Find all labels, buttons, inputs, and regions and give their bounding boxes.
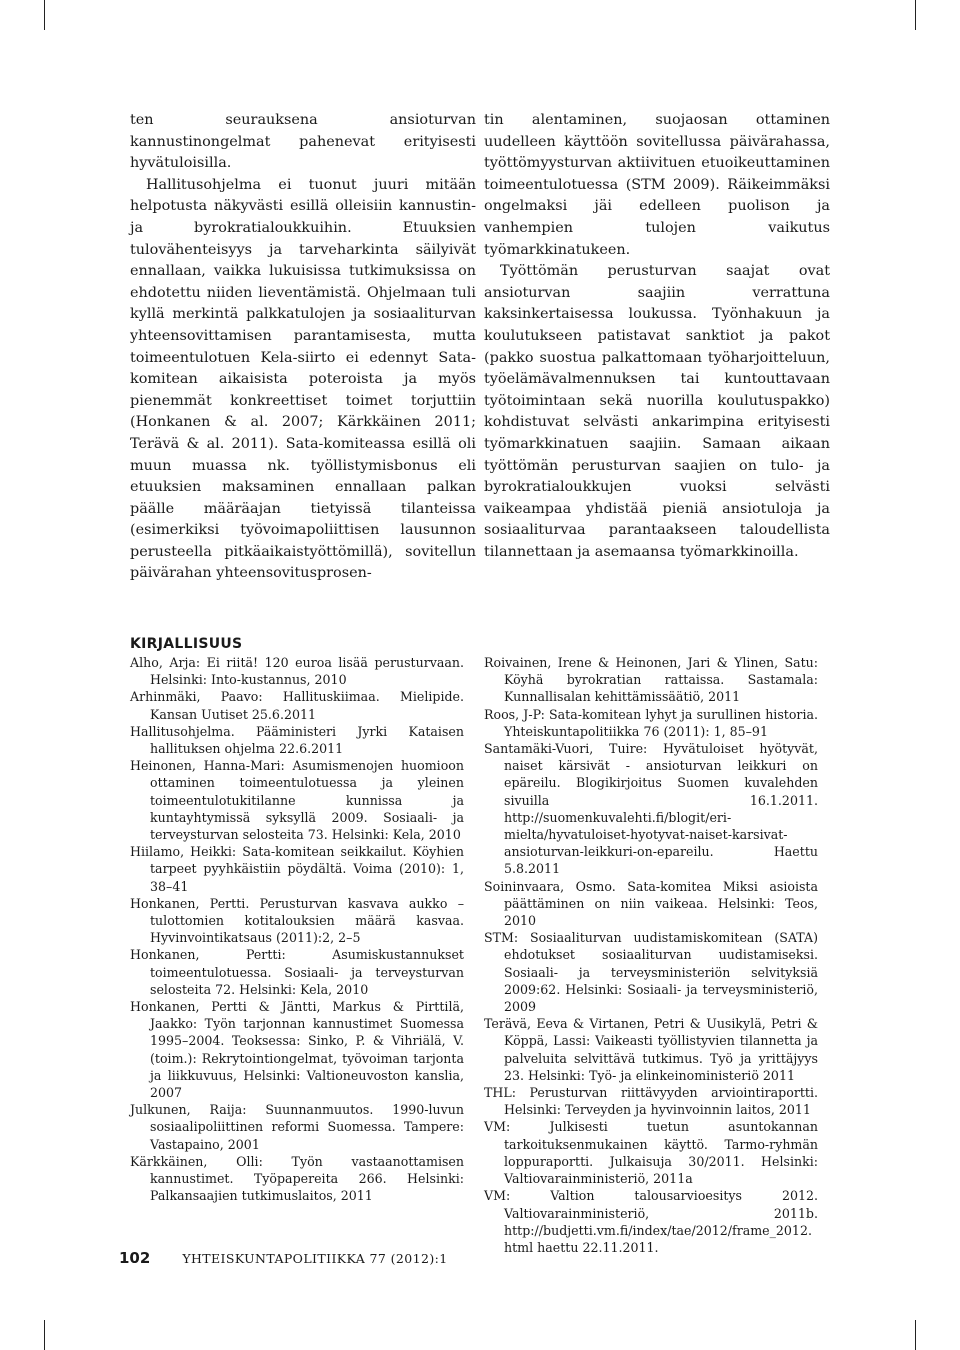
body-column-left bbox=[130, 110, 476, 585]
reference-entry: Kärkkäinen, Olli: Työn vastaanottamisen kannustimet. Työpapereita 266. Helsinki: Palkansaajien tutkimuslaitos, 2011 bbox=[130, 1153, 464, 1204]
body-paragraph: tin alentaminen, suojaosan ottaminen uudelleen käyttöön sovitellussa päivärahassa, työttömyysturvan aktiivituen etuoikeuttaminen toimeentulotuessa (STM 2009). Räikeimmäksi ongelmaksi jäi edelleen puolison ja vanhempien tulojen vaikutus työmarkkinatukeen. bbox=[484, 112, 830, 258]
reference-entry: VM: Valtion talousarvioesitys 2012. Valtiovarainministeriö, 2011b. http://budjetti.vm.fi/index/tae/2012/frame_2012.html haettu 22.11.2011. bbox=[484, 1188, 818, 1255]
crop-mark-bottom-left bbox=[44, 1320, 45, 1350]
reference-list-left bbox=[130, 654, 464, 1205]
crop-mark-bottom-right bbox=[915, 1320, 916, 1350]
reference-entry: Hiilamo, Heikki: Sata-komitean seikkailut. Köyhien tarpeet pyyhkäistiin pöydältä. Voima (2010): 1, 38–41 bbox=[130, 844, 464, 894]
reference-entry: STM: Sosiaaliturvan uudistamiskomitean (SATA) ehdotukset sosiaaliturvan uudistamiseksi. Sosiaali- ja terveysministeriön selvityksiä 2009:62. Helsinki: Sosiaali- ja terveysministeriö, 2009 bbox=[484, 930, 818, 1015]
page-number: 102 bbox=[119, 1249, 151, 1267]
reference-entry: Honkanen, Pertti & Jäntti, Markus & Pirttilä, Jaakko: Työn tarjonnan kannustimet Suomessa 1995–2004. Teoksessa: Sinko, P. & Vihriälä, V. (toim.): Rekrytointiongelmat, työvoiman tarjonta ja liikkuvuus, Helsinki: Valtioneuvoston kanslia, 2007 bbox=[130, 999, 464, 1101]
reference-entry: Honkanen, Pertti. Perusturvan kasvava aukko – tulottomien kotitalouksien määrä kasvaa. Hyvinvointikatsaus (2011):2, 2–5 bbox=[130, 895, 464, 946]
crop-mark-top-left bbox=[44, 0, 45, 30]
reference-entry: Santamäki-Vuori, Tuire: Hyvätuloiset hyötyvät, naiset kärsivät - ansioturvan leikkuri on epäreilu. Blogikirjoitus Suomen kuvalehden sivuilla 16.1.2011. http://suomenkuvalehti.fi/blogit/eri-mielta/hyvatuloiset-hyotyvat-naiset-karsivat-ansioturvan-leikkuri-on-epareilu. Haettu 5.8.2011 bbox=[484, 741, 818, 877]
crop-mark-top-right bbox=[915, 0, 916, 30]
reference-entry: Alho, Arja: Ei riitä! 120 euroa lisää perusturvaan. Helsinki: Into-kustannus, 2010 bbox=[130, 655, 464, 688]
reference-entry: Honkanen, Pertti: Asumiskustannukset toimeentulotuessa. Sosiaali- ja terveysturvan selosteita 72. Helsinki: Kela, 2010 bbox=[130, 947, 464, 997]
reference-entry: VM: Julkisesti tuetun asuntokannan tarkoituksenmukainen käyttö. Tarmo-ryhmän loppuraportti. Julkaisuja 30/2011. Helsinki: Valtiovarainministeriö, 2011a bbox=[484, 1119, 818, 1187]
journal-title: YHTEISKUNTAPOLITIIKKA 77 (2012):1 bbox=[182, 1251, 448, 1266]
reference-entry: Arhinmäki, Paavo: Hallituskiimaa. Mielipide. Kansan Uutiset 25.6.2011 bbox=[130, 689, 464, 722]
page-footer bbox=[119, 1249, 448, 1267]
reference-entry: Terävä, Eeva & Virtanen, Petri & Uusikylä, Petri & Köppä, Lassi: Vaikeasti työllistyvien tilannetta ja palveluita selvittävä tutkimus. Työ ja yrittäjyys 23. Helsinki: Työ- ja elinkeinoministeriö 2011 bbox=[484, 1016, 818, 1083]
reference-entry: Roos, J-P: Sata-komitean lyhyt ja surullinen historia. Yhteiskuntapolitiikka 76 (2011): 1, 85–91 bbox=[484, 706, 818, 739]
reference-entry: Julkunen, Raija: Suunnanmuutos. 1990-luvun sosiaalipoliittinen reformi Suomessa. Tampere: Vastapaino, 2001 bbox=[130, 1102, 464, 1152]
reference-entry: Roivainen, Irene & Heinonen, Jari & Ylinen, Satu: Köyhä byrokratian rattaissa. Sastamala: Kunnallisalan kehittämissäätiö, 2011 bbox=[484, 655, 818, 705]
body-column-right bbox=[484, 110, 830, 563]
body-paragraph: Työttömän perusturvan saajat ovat ansioturvan saajiin verrattuna kaksinkertaisessa loukussa. Työnhakuun ja koulutukseen patistavat sanktiot ja pakot (pakko suostua palkattomaan työharjoitteluun, työelämävalmennuksen tai kuntouttavaan työtoimintaan sekä nuorilla koulutuspakko) kohdistuvat selvästi ankarimpina erityisesti työmarkkinatuen saajiin. Samaan aikaan työttömän perusturvan saajien on tulo- ja byrokratialoukkujen vuoksi selvästi vaikeampaa yhdistää pieniä ansiotuloja ja sosiaaliturvaa parantaakseen taloudellista tilannettaan ja asemaansa työmarkkinoilla. bbox=[484, 263, 830, 560]
body-paragraph: Hallitusohjelma ei tuonut juuri mitään helpotusta näkyvästi esillä olleisiin kannustin- ja byrokratialoukkuihin. Etuuksien tulovähenteisyys ja tarveharkinta säilyivät ennallaan, vaikka lukuisissa tutkimuksissa on ehdotettu niiden lieventämistä. Ohjelmaan tuli kyllä merkintä palkkatulojen ja sosiaaliturvan yhteensovittamisen parantamisesta, mutta toimeentulotuen Kela-siirto ei edennyt Sata-komitean aikaisista poteroista ja myös pienemmät konkreettiset toimet torjuttiin (Honkanen & al. 2007; Kärkkäinen 2011; Terävä & al. 2011). Sata-komiteassa esillä oli muun muassa nk. työllistymisbonus eli etuuksien maksaminen ennallaan palkan päälle määräajan tietyissä tilanteissa (esimerkiksi työvoimapoliittisen lausunnon perusteella pitkäaikaistyöttömillä), sovitellun päivärahan yhteensovitusprosen- bbox=[130, 176, 476, 582]
reference-entry: Soininvaara, Osmo. Sata-komitea Miksi asioista päättäminen on niin vaikeaa. Helsinki: Teos, 2010 bbox=[484, 878, 818, 929]
reference-entry: Heinonen, Hanna-Mari: Asumismenojen huomioon ottaminen toimeentulotuessa ja yleinen toimeentulotukitilanne kunnissa ja kuntayhtymissä syksyllä 2009. Sosiaali- ja terveysturvan selosteita 73. Helsinki: Kela, 2010 bbox=[130, 758, 464, 843]
body-paragraph: ten seurauksena ansioturvan kannustinongelmat pahenevat erityisesti hyvätuloisilla. bbox=[130, 112, 476, 172]
reference-entry: THL: Perusturvan riittävyyden arviointiraportti. Helsinki: Terveyden ja hyvinvoinnin laitos, 2011 bbox=[484, 1085, 818, 1118]
reference-entry: Hallitusohjelma. Pääministeri Jyrki Kataisen hallituksen ohjelma 22.6.2011 bbox=[130, 723, 464, 757]
references-heading: KIRJALLISUUS bbox=[130, 636, 243, 652]
reference-list-right bbox=[484, 654, 818, 1256]
